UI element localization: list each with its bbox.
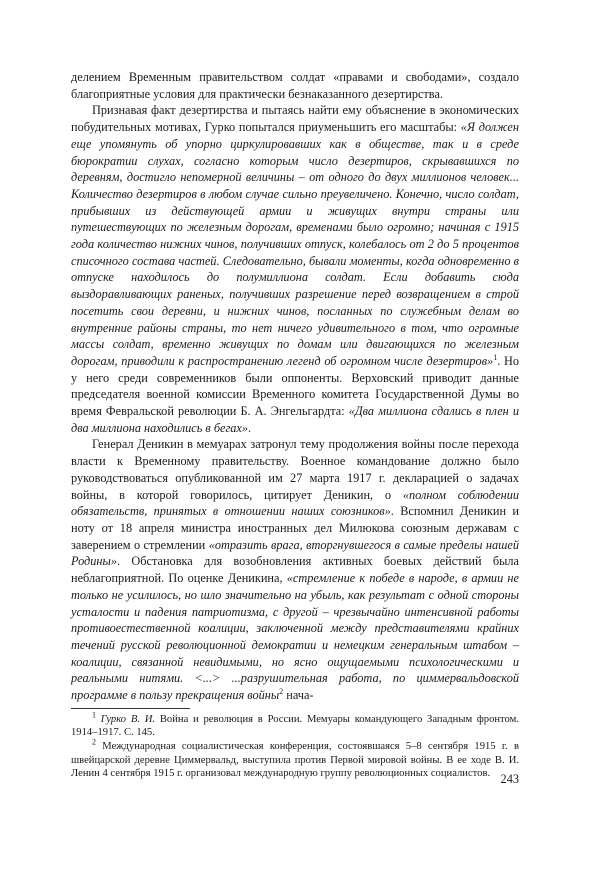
declaration-quote: «полном соблюдении обязательств, принятых в отношении наших союзников» <box>71 487 520 519</box>
engelgardt-quote: «Два миллиона сдались в плен и два миллиона находились в бегах» <box>71 404 519 435</box>
milyukov-note-quote: «отразить врага, вторгнувшегося в самые пределы нашей Родины» <box>71 537 519 569</box>
paragraph-2 <box>71 102 519 436</box>
footnote-1-text: Война и революция в России. Мемуары командующего Западным фронтом. 1914–1917. С. 145. <box>71 713 519 739</box>
page-body <box>71 69 519 781</box>
footnote-divider <box>71 708 190 709</box>
paragraph-3 <box>71 436 519 703</box>
paragraph-3-text-c: . Обстановка для возобновления активных боевых действий была неблагоприятной. По оценке Деникина, <box>71 554 519 586</box>
paragraph-3-text-a: Генерал Деникин в мемуарах затронул тему продолжения войны после перехода власти к Временному правительству. Военное командование должно было руководствоваться опубликованной им 27 марта 1917 г. декларацией о задачах войны, в которой говорилось, цитирует Деникин, о <box>71 437 519 502</box>
footnote-1-author: Гурко В. И. <box>100 713 156 725</box>
paragraph-3-text-d: нача- <box>283 688 314 703</box>
footnote-ref-1[interactable]: 1 <box>493 352 498 362</box>
footnote-ref-2[interactable]: 2 <box>279 686 284 696</box>
footnote-2-marker: 2 <box>92 737 96 747</box>
paragraph-2-text-a: Признавая факт дезертирства и пытаясь найти ему объяснение в экономических побудительных мотивах, Гурко попытался приуменьшить его масштабы: <box>71 103 519 135</box>
denikin-quote: «стремление к победе в народе, в армии не только не усилилось, но шло значительно на убыль, как результат с одной стороны усталости и падения патриотизма, с другой – чрезвычайно интенсивной работы противоестественной коалиции, заключенной между представителями крайних течений русской революционной демократии и немецким генеральным штабом – коалиции, связанной невидимыми, но ясно ощущаемыми психологическими и реальными нитями. <...> ...разрушительная работа, по циммервальдовской программе в пользу прекращения войны <box>71 571 519 703</box>
gurko-quote: «Я должен еще упомянуть об упорно циркулировавших как в обществе, так и в среде бюрократии слухах, согласно которым число дезертиров, скрывавшихся по деревням, достигло непомерной величины – от одного до двух миллионов человек... Количество дезертиров в любом случае сильно преувеличено. Конечно, число солдат, прибывших из действующей армии и живущих внутри страны или путешествующих по железным дорогам, временами было огромно; начиная с 1915 года количество нижних чинов, получивших отпуск, колебалось от 2 до 5 процентов списочного состава частей. Следовательно, бывали моменты, когда одновременно в отпуске находилось до полумиллиона солдат. Если добавить сюда выздоравливающих раненых, получивших разрешение перед возвращением в строй посетить свои деревни, и нижних чинов, посланных по служебным делам во внутренние районы страны, то нет ничего удивительного в том, что огромные массы солдат, временно живущих по домам или двигающихся по железным дорогам, приводили к распространению легенд об огромном числе дезертиров» <box>71 120 519 368</box>
footnote-2 <box>71 737 519 781</box>
paragraph-3-text-b: . Вспомнил Деникин и ноту от 18 апреля министра иностранных дел Милюкова союзным державам с заверением о стремлении <box>71 504 519 552</box>
page-number: 243 <box>500 772 519 786</box>
footnote-1 <box>71 710 519 740</box>
footnote-1-marker: 1 <box>92 710 96 720</box>
paragraph-1-text: делением Временным правительством солдат «правами и свободами», создало благоприятные условия для практически безнаказанного дезертирства. <box>71 70 519 101</box>
paragraph-2-text-c: . <box>248 420 252 435</box>
paragraph-1 <box>71 69 519 102</box>
paragraph-2-text-b: . Но у него среди современников были оппоненты. Верховский приводит данные председателя военной комиссии Временного комитета Государственной Думы во время Февральской революции Б. А. Энгельгардта: <box>71 353 519 419</box>
footnote-2-text: Международная социалистическая конференция, состоявшаяся 5–8 сентября 1915 г. в швейцарской деревне Циммервальд, выступила против Первой мировой войны. В ее ходе В. И. Ленин 4 сентября 1915 г. организовал международную группу революционных социалистов. <box>71 740 519 780</box>
